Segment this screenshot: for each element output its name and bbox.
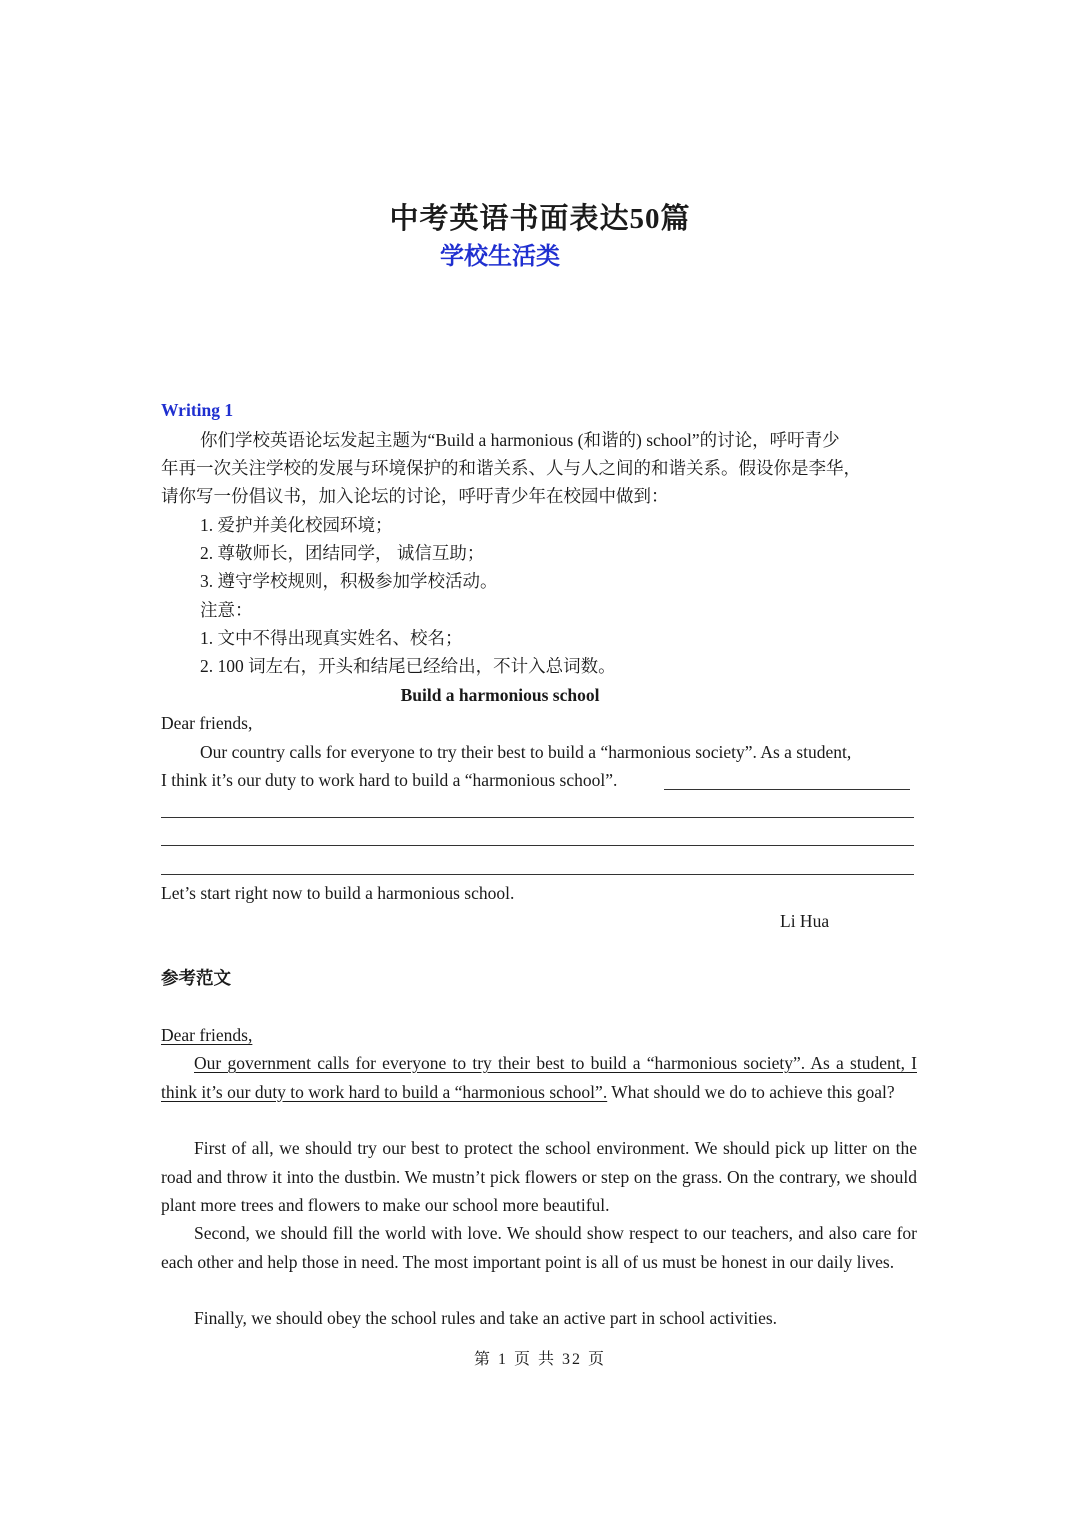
essay-closing: Let’s start right now to build a harmonious school. bbox=[161, 883, 515, 903]
essay-title-text: Build a harmonious school bbox=[400, 685, 600, 705]
document-title: 中考英语书面表达50篇 bbox=[389, 203, 691, 235]
requirement-2: 2. 尊敬师长，团结同学， 诚信互助； bbox=[200, 543, 485, 563]
prompt-line-3: 请你写一份倡议书，加入论坛的讨论，呼吁青少年在校园中做到： bbox=[161, 486, 669, 506]
requirement-3: 3. 遵守学校规则，积极参加学校活动。 bbox=[200, 571, 498, 591]
page-footer: 第 1 页 共 32 页 bbox=[473, 1351, 606, 1368]
sample-paragraph-2: First of all, we should try our best to protect the school environment. We should pick up litter on the road and throw it into the dustbin. We mustn’t pick flowers or step on the grass. On the contrary, we should plant more trees and flowers to make our school more beautiful. bbox=[161, 1138, 917, 1215]
sample-greeting: Dear friends, bbox=[161, 1025, 253, 1045]
essay-title bbox=[0, 681, 1000, 709]
sample-paragraph-1-rest: What should we do to achieve this goal? bbox=[607, 1081, 895, 1102]
prompt-line-1: 你们学校英语论坛发起主题为“Build a harmonious (和谐的) school”的讨论，呼吁青少 bbox=[200, 430, 840, 450]
writing-label: Writing 1 bbox=[161, 400, 234, 420]
requirement-1: 1. 爱护并美化校园环境； bbox=[200, 515, 393, 535]
answer-blank-line-1[interactable] bbox=[664, 789, 910, 790]
answer-blank-line-4[interactable] bbox=[161, 874, 914, 875]
essay-signature: Li Hua bbox=[780, 911, 830, 931]
sample-paragraph-1-underlined: Our government calls for everyone to try their best to build a “harmonious society”. As a student, I think it’s our duty to work hard to build a “harmonious school”. bbox=[161, 1053, 917, 1102]
notice-1: 1. 文中不得出现真实姓名、校名； bbox=[200, 628, 463, 648]
notice-label: 注意： bbox=[200, 600, 253, 620]
sample-label: 参考范文 bbox=[161, 968, 231, 988]
essay-opening-line-2: I think it’s our duty to work hard to build a “harmonious school”. bbox=[161, 770, 618, 790]
answer-blank-line-3[interactable] bbox=[161, 845, 914, 846]
answer-blank-line-2[interactable] bbox=[161, 817, 914, 818]
prompt-line-2: 年再一次关注学校的发展与环境保护的和谐关系、人与人之间的和谐关系。假设你是李华， bbox=[161, 458, 861, 478]
sample-paragraph-4: Finally, we should obey the school rules and take an active part in school activities. bbox=[194, 1308, 778, 1328]
essay-greeting: Dear friends, bbox=[161, 713, 253, 733]
sample-paragraph-3: Second, we should fill the world with love. We should show respect to our teachers, and also care for each other and help those in need. The most important point is all of us must be honest in our daily lives. bbox=[161, 1223, 917, 1272]
notice-2: 2. 100 词左右，开头和结尾已经给出，不计入总词数。 bbox=[200, 656, 616, 676]
essay-opening-line-1: Our country calls for everyone to try their best to build a “harmonious society”. As a student, bbox=[200, 742, 852, 762]
document-subtitle: 学校生活类 bbox=[440, 244, 560, 270]
sample-paragraph-1 bbox=[161, 1049, 917, 1106]
